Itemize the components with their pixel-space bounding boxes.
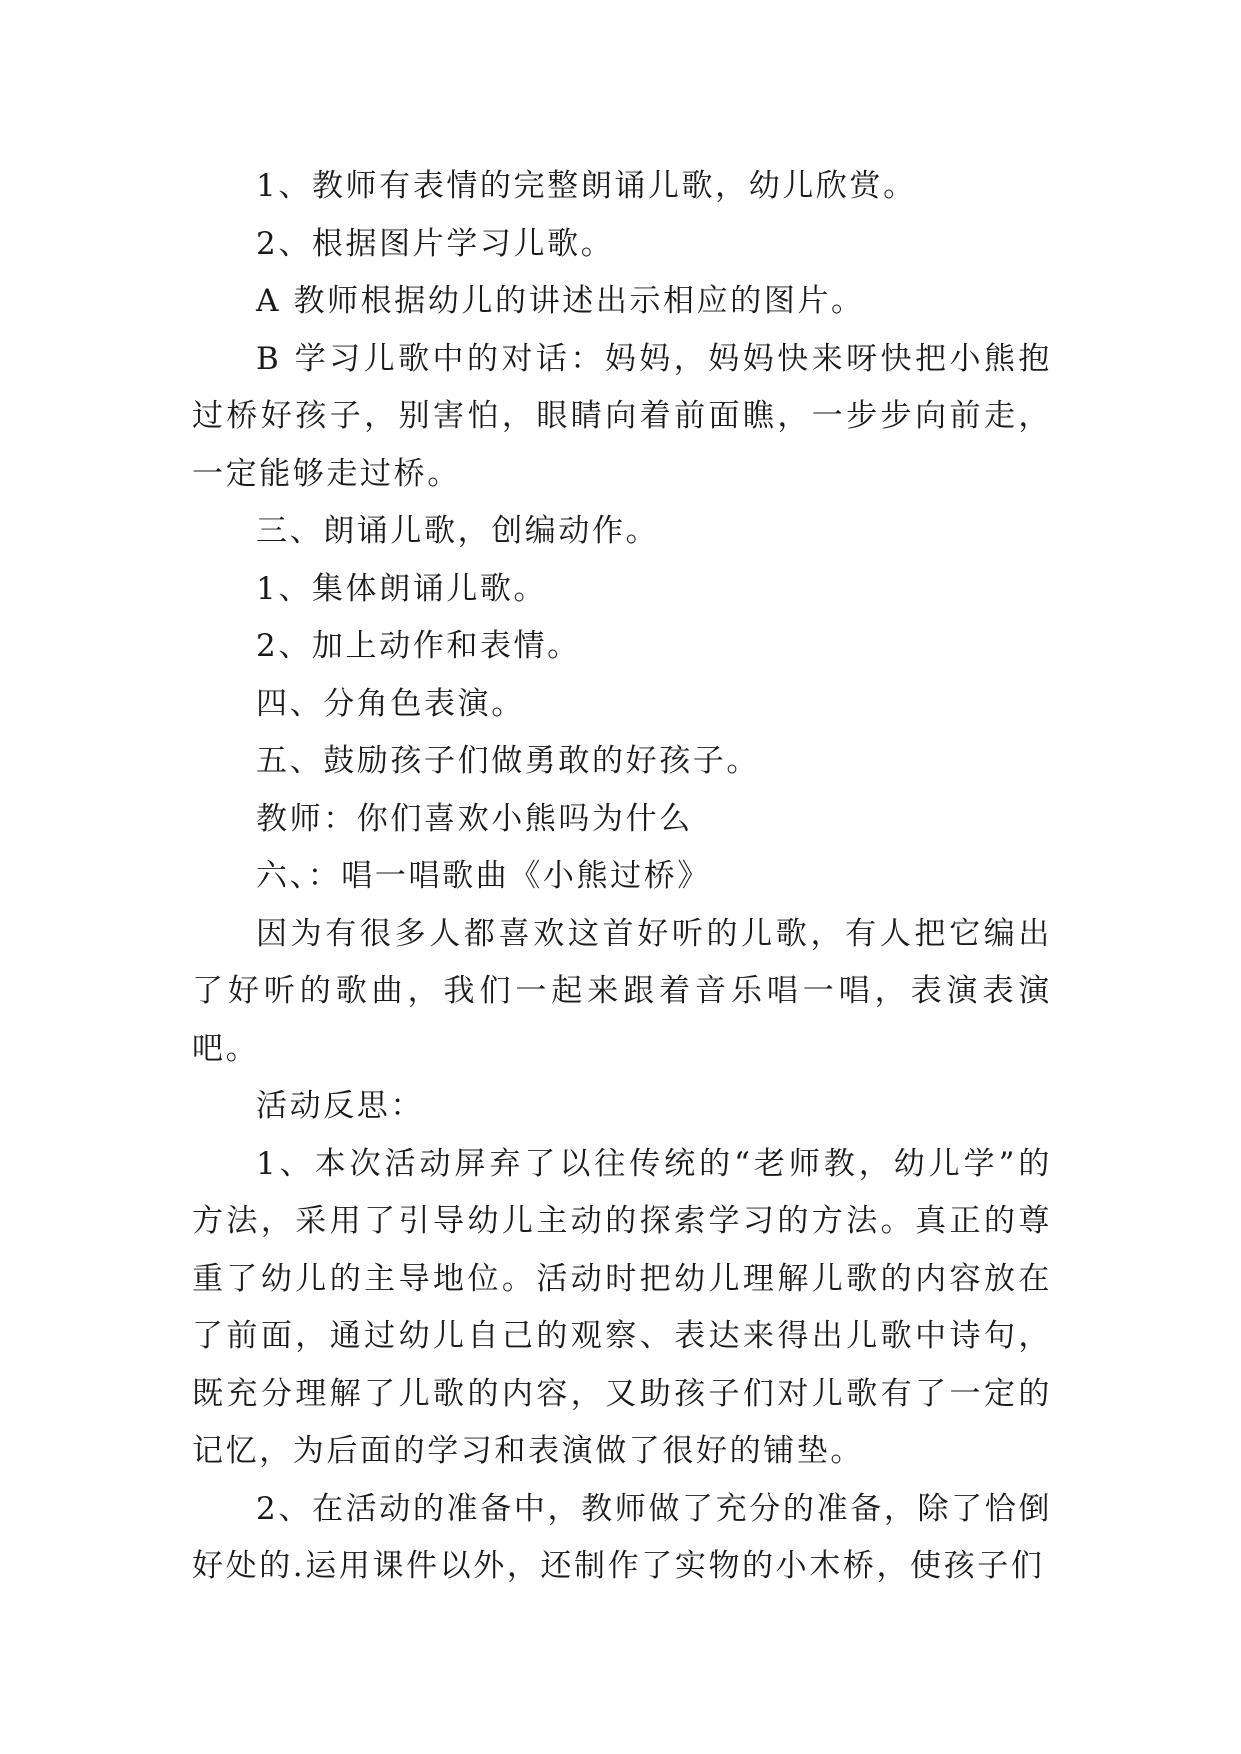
paragraph-teacher-question: 教师：你们喜欢小熊吗为什么: [256, 800, 693, 837]
paragraph-reflection-2: 2、在活动的准备中，教师做了充分的准备，除了恰倒好处的.运用课件以外，还制作了实物的小木桥，使孩子们: [192, 1490, 1052, 1584]
paragraph-recite: 1、集体朗诵儿歌。: [256, 570, 548, 607]
paragraph-step-2: 2、根据图片学习儿歌。: [256, 225, 615, 262]
section-heading-reflection: 活动反思：: [256, 1088, 424, 1124]
document-body: [192, 158, 1052, 1596]
paragraph-song-intro: 因为有很多人都喜欢这首好听的儿歌，有人把它编出了好听的歌曲，我们一起来跟着音乐唱一唱，表演表演吧。: [192, 915, 1052, 1067]
paragraph-actions: 2、加上动作和表情。: [256, 628, 581, 664]
section-heading-3: 三、朗诵儿歌，创编动作。: [256, 513, 660, 549]
paragraph-step-a: A 教师根据幼儿的讲述出示相应的图片。: [256, 283, 865, 319]
section-heading-5: 五、鼓励孩子们做勇敢的好孩子。: [256, 743, 760, 779]
paragraph-reflection-1: 1、本次活动屏弃了以往传统的“老师教，幼儿学”的方法，采用了引导幼儿主动的探索学习的方法。真正的尊重了幼儿的主导地位。活动时把幼儿理解儿歌的内容放在了前面，通过幼儿自己的观察、表达来得出儿歌中诗句，既充分理解了儿歌的内容，又助孩子们对儿歌有了一定的记忆，为后面的学习和表演做了很好的铺垫。: [192, 1145, 1052, 1469]
section-heading-6: 六、：唱一唱歌曲《小熊过桥》: [256, 858, 711, 894]
paragraph-step-b: B 学习儿歌中的对话：妈妈，妈妈快来呀快把小熊抱过桥好孩子，别害怕，眼睛向着前面瞧，一步步向前走，一定能够走过桥。: [192, 340, 1052, 492]
paragraph-step-1: 1、教师有表情的完整朗诵儿歌，幼儿欣赏。: [256, 168, 917, 204]
section-heading-4: 四、分角色表演。: [256, 685, 525, 722]
